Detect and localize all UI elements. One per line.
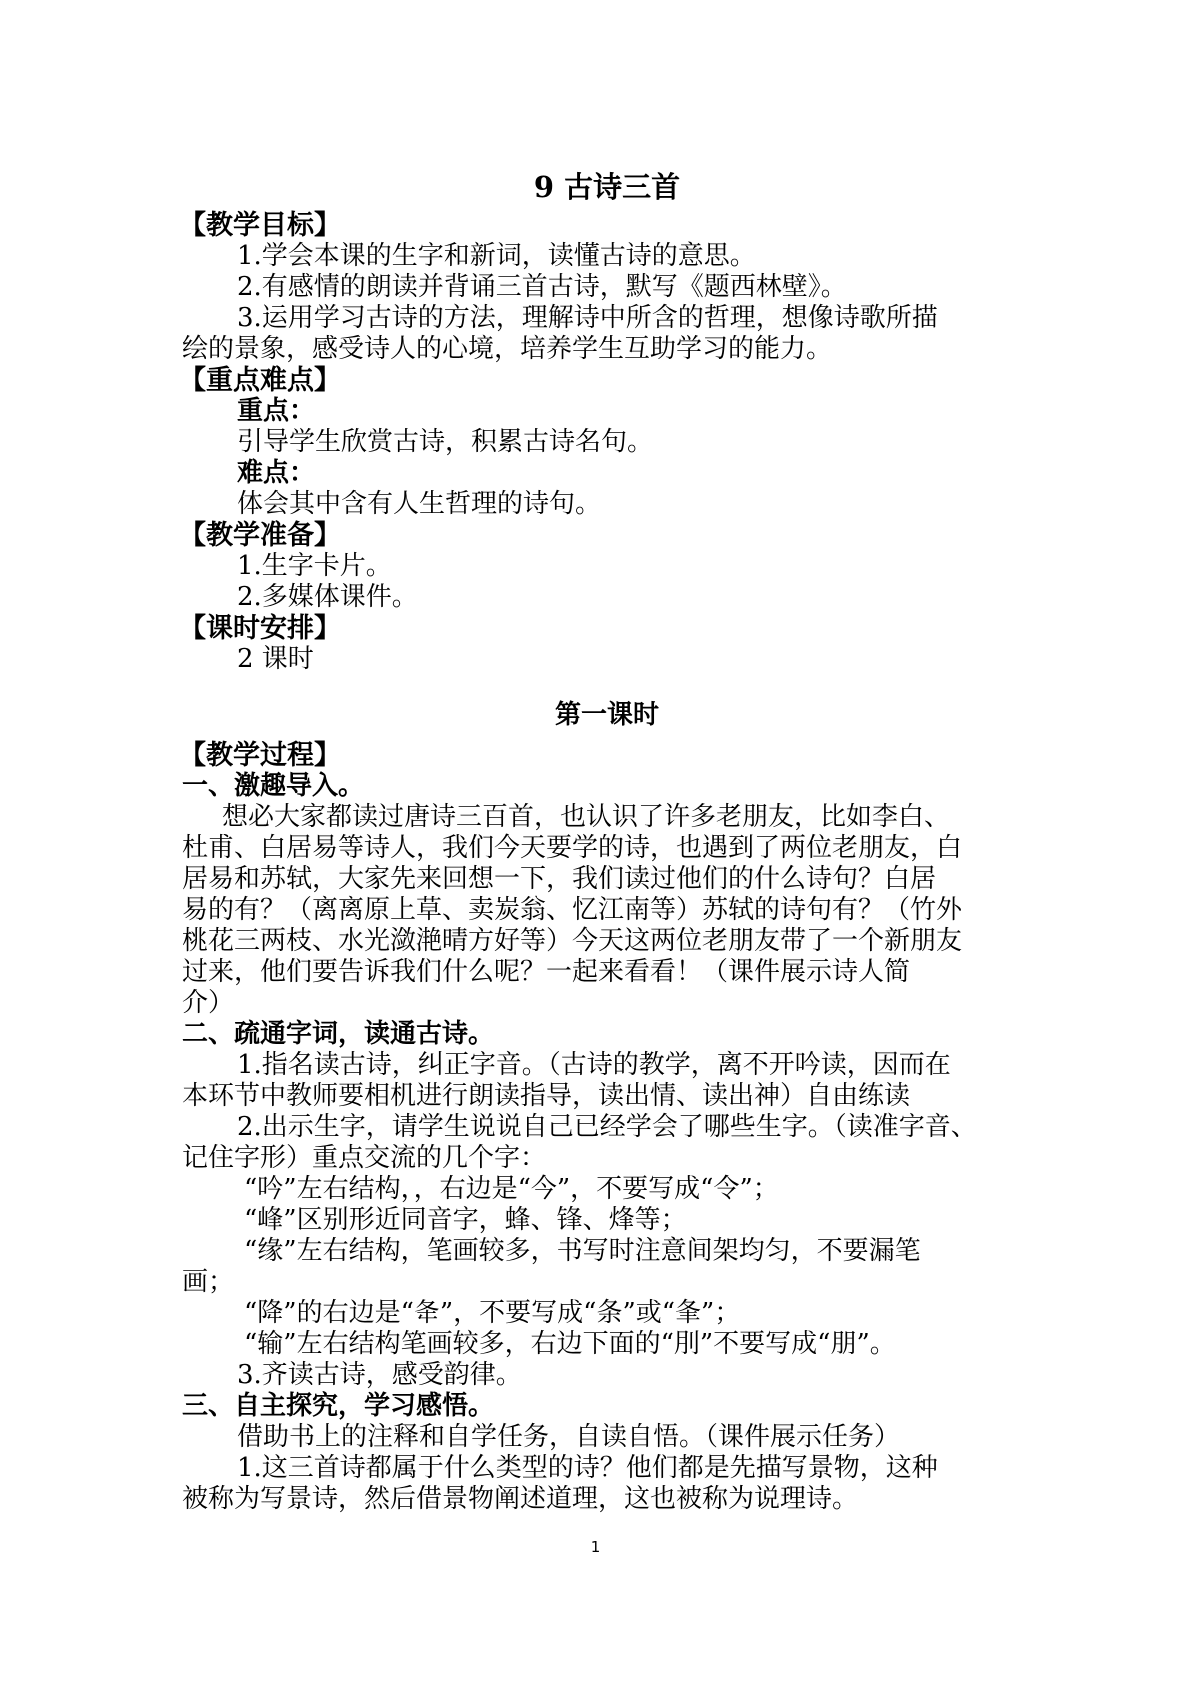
lesson-title: 第一课时 [554, 700, 659, 730]
step-1-line: 易的有？（离离原上草、卖炭翁、忆江南等）苏轼的诗句有？（竹外 [182, 895, 963, 925]
difficulty-label: 难点： [237, 458, 316, 488]
section-header-process: 【教学过程】 [179, 740, 341, 771]
step-1-title: 一、激趣导入。 [182, 771, 365, 801]
step-1-line: 杜甫、白居易等诗人，我们今天要学的诗，也遇到了两位老朋友，白 [182, 833, 963, 863]
step-2-line: “峰”区别形近同音字，蜂、锋、烽等； [244, 1205, 687, 1235]
step-2-line: 2.出示生字，请学生说说自己已经学会了哪些生字。（读准字音、 [237, 1112, 977, 1142]
section-header-schedule: 【课时安排】 [179, 613, 341, 644]
step-3-line: 借助书上的注释和自学任务，自读自悟。（课件展示任务） [237, 1422, 901, 1452]
step-2-line: 画； [182, 1267, 235, 1297]
section-header-keypoints: 【重点难点】 [179, 365, 341, 396]
step-2-line: “输”左右结构笔画较多，右边下面的“刖”不要写成“朋”。 [244, 1329, 896, 1359]
step-1-line: 居易和苏轼，大家先来回想一下，我们读过他们的什么诗句？白居 [182, 864, 937, 894]
goal-item-2: 2.有感情的朗读并背诵三首古诗，默写《题西林壁》。 [237, 272, 847, 302]
step-2-line: “降”的右边是“夅”，不要写成“条”或“夆”； [244, 1298, 741, 1328]
difficulty-text: 体会其中含有人生哲理的诗句。 [237, 489, 602, 519]
step-3-line: 1.这三首诗都属于什么类型的诗？他们都是先描写景物，这种 [237, 1453, 938, 1483]
step-2-title: 二、疏通字词，读通古诗。 [182, 1019, 495, 1049]
goal-item-3-cont: 绘的景象，感受诗人的心境，培养学生互助学习的能力。 [182, 334, 833, 364]
step-2-line: 本环节中教师要相机进行朗读指导，读出情、读出神）自由练读 [182, 1081, 911, 1111]
step-1-line: 桃花三两枝、水光潋滟晴方好等）今天这两位老朋友带了一个新朋友 [182, 926, 963, 956]
step-2-line: 3.齐读古诗，感受韵律。 [237, 1360, 522, 1390]
step-1-line: 过来，他们要告诉我们什么呢？一起来看看！（课件展示诗人简 [182, 957, 911, 987]
step-2-line: 记住字形）重点交流的几个字： [182, 1143, 547, 1173]
page-number: 1 [590, 1538, 601, 1556]
key-text: 引导学生欣赏古诗，积累古诗名句。 [237, 427, 654, 457]
step-1-line: 想必大家都读过唐诗三百首，也认识了许多老朋友，比如李白、 [222, 802, 951, 832]
page-title: 9 古诗三首 [533, 170, 681, 204]
step-2-line: 1.指名读古诗，纠正字音。（古诗的教学，离不开吟读，因而在 [237, 1050, 951, 1080]
goal-item-3: 3.运用学习古诗的方法，理解诗中所含的哲理，想像诗歌所描 [237, 303, 938, 333]
section-header-prep: 【教学准备】 [179, 520, 341, 551]
step-3-title: 三、自主探究，学习感悟。 [182, 1391, 495, 1421]
section-header-goals: 【教学目标】 [179, 210, 341, 241]
prep-item-2: 2.多媒体课件。 [237, 582, 418, 612]
step-1-line: 介） [182, 988, 235, 1018]
step-2-line: “缘”左右结构，笔画较多，书写时注意间架均匀，不要漏笔 [244, 1236, 921, 1266]
prep-item-1: 1.生字卡片。 [237, 551, 392, 581]
schedule-text: 2 课时 [237, 644, 314, 674]
goal-item-1: 1.学会本课的生字和新词，读懂古诗的意思。 [237, 241, 756, 271]
step-2-line: “吟”左右结构，，右边是“今”，不要写成“令”； [244, 1174, 779, 1204]
key-label: 重点： [237, 396, 316, 426]
step-3-line: 被称为写景诗，然后借景物阐述道理，这也被称为说理诗。 [182, 1484, 859, 1514]
document-page [179, 165, 1032, 1515]
